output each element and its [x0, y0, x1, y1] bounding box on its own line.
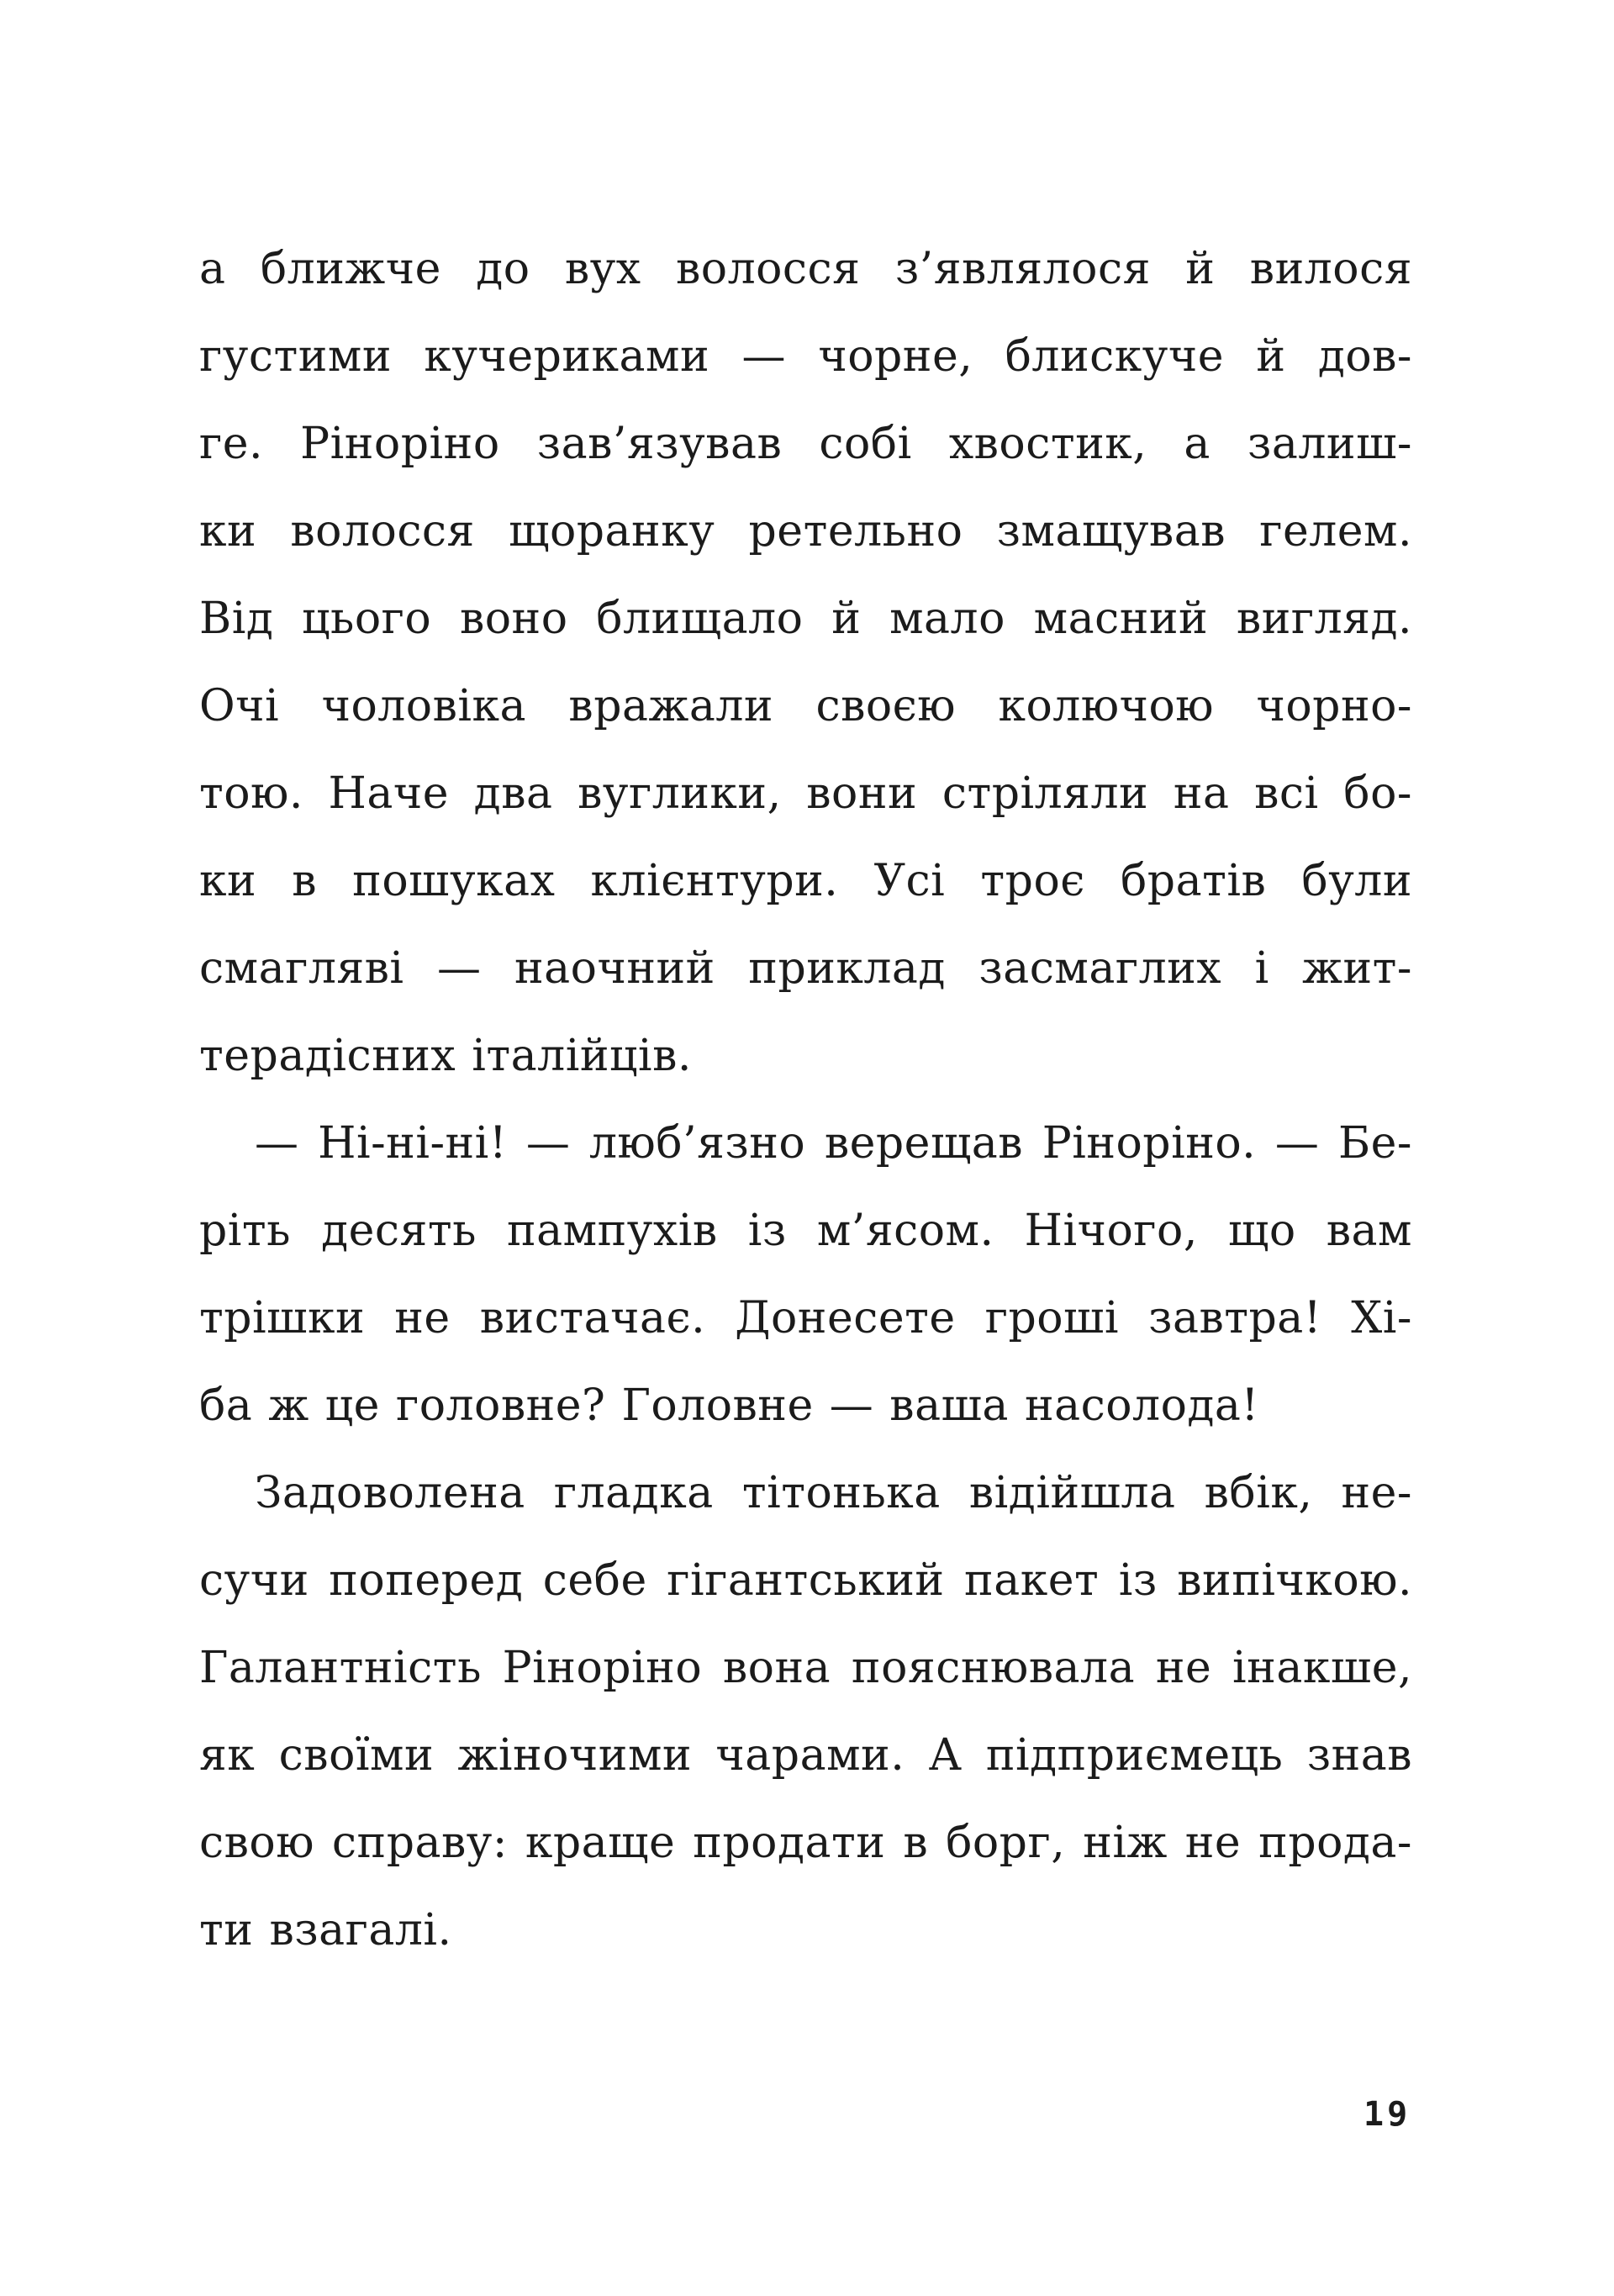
text-line: свою справу: краще продати в борг, ніж не прода-	[199, 1818, 1412, 1868]
text-line: Очі чоловіка вражали своєю колючою чорно-	[199, 681, 1412, 731]
body-text	[199, 225, 1412, 1974]
text-line: ки в пошуках клієнтури. Усі троє братів були	[199, 856, 1412, 906]
text-line: Галантність Рінoріно вона пояснювала не інакше,	[199, 1643, 1412, 1693]
text-line: Від цього воно блищало й мало масний вигляд.	[199, 594, 1412, 644]
text-line: — Ні-ні-ні! — люб’язно верещав Рінoріно. — Бе-	[255, 1118, 1412, 1169]
text-line: а ближче до вух волосся з’являлося й вилося	[199, 244, 1412, 294]
text-line: сучи поперед себе гігантський пакет із випічкою.	[199, 1555, 1412, 1606]
text-line: ки волосся щоранку ретельно змащував гелем.	[199, 506, 1412, 557]
text-line: ба ж це головне? Головне — ваша насолода!	[199, 1380, 1259, 1431]
text-line: смагляві — наочний приклад засмаглих і жит-	[199, 943, 1412, 994]
text-line: тою. Наче два вуглики, вони стріляли на всі бо-	[199, 768, 1412, 819]
text-line: Задоволена гладка тітонька відійшла вбік, не-	[255, 1468, 1412, 1518]
text-line: терадісних італійців.	[199, 1031, 692, 1081]
text-line: ти взагалі.	[199, 1905, 452, 1956]
text-line: густими кучериками — чорне, блискуче й дов-	[199, 331, 1412, 382]
paragraph-1	[199, 225, 1412, 1100]
text-line: ріть десять пампухів із м’ясом. Нічого, що вам	[199, 1206, 1412, 1256]
page-number: 19	[1363, 2095, 1411, 2134]
text-line: трішки не вистачає. Донесете гроші завтра! Хі-	[199, 1293, 1412, 1343]
paragraph-2-dialogue	[199, 1100, 1412, 1449]
text-line: ге. Рінoріно зав’язував собі хвостик, а залиш-	[199, 419, 1412, 469]
paragraph-3	[199, 1449, 1412, 1974]
text-line: як своїми жіночими чарами. А підприємець знав	[199, 1730, 1412, 1781]
